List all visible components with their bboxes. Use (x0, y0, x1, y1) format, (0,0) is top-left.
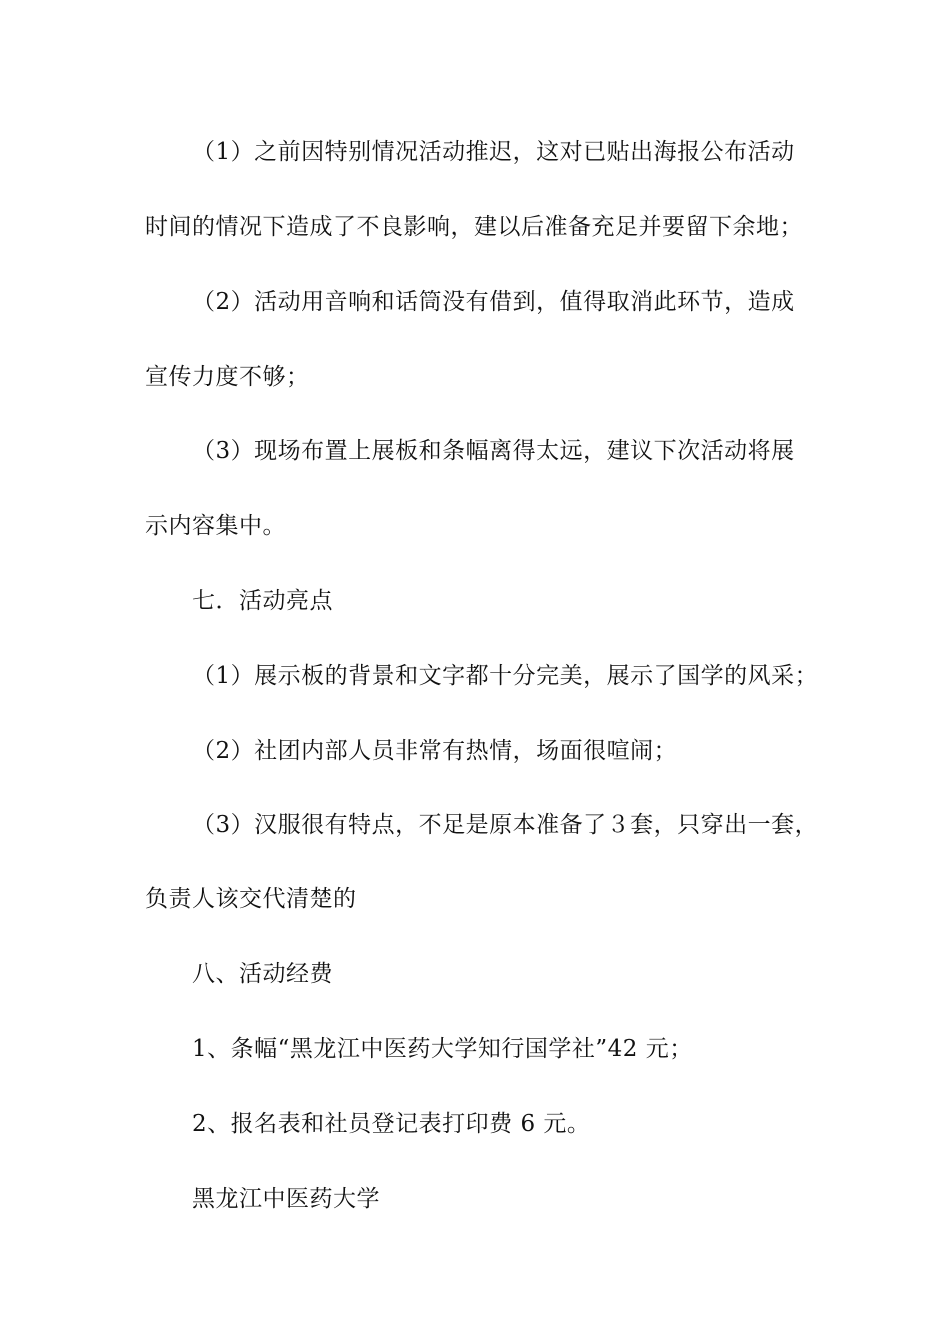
paragraph-line: 宣传力度不够； (145, 364, 310, 390)
paragraph-line: （1）之前因特别情况活动推迟，这对已贴出海报公布活动 (192, 139, 795, 165)
list-item: 2、报名表和社员登记表打印费 6 元。 (192, 1111, 591, 1137)
signature-line: 黑龙江中医药大学 (192, 1186, 380, 1212)
paragraph-line: 示内容集中。 (145, 513, 286, 539)
paragraph-line: （2）活动用音响和话筒没有借到，值得取消此环节，造成 (192, 289, 795, 315)
paragraph-line: 负责人该交代清楚的 (145, 886, 357, 912)
paragraph-line: （2）社团内部人员非常有热情，场面很喧闹； (192, 738, 678, 764)
section-heading: 八、活动经费 (192, 961, 333, 987)
section-heading: 七．活动亮点 (192, 588, 333, 614)
paragraph-line: （3）汉服很有特点，不足是原本准备了３套，只穿出一套， (192, 812, 819, 838)
paragraph-line: （1）展示板的背景和文字都十分完美，展示了国学的风采； (192, 663, 819, 689)
paragraph-line: 时间的情况下造成了不良影响，建以后准备充足并要留下余地； (145, 214, 803, 240)
paragraph-line: （3）现场布置上展板和条幅离得太远，建议下次活动将展 (192, 438, 795, 464)
list-item: 1、条幅“黑龙江中医药大学知行国学社”42 元； (192, 1036, 693, 1062)
